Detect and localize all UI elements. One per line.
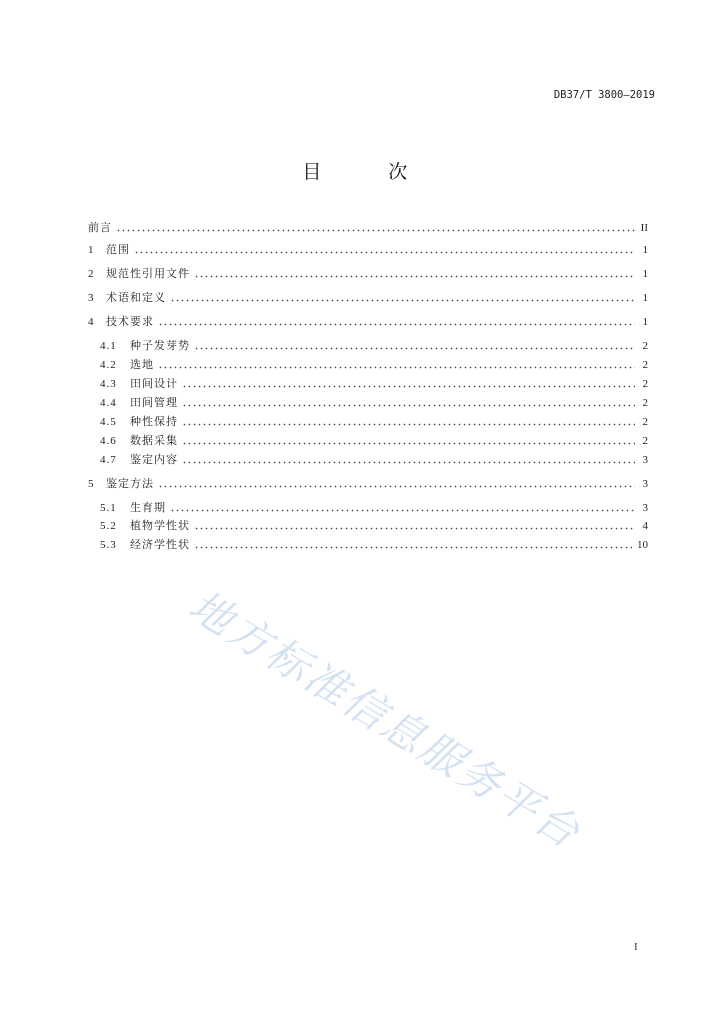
toc-dot-leader	[194, 546, 632, 549]
toc-entry-page: 1	[642, 244, 648, 256]
toc-entry-number: 4.2	[100, 359, 117, 371]
toc-subentry	[100, 453, 648, 467]
toc-subentry	[100, 415, 648, 429]
toc-entry-title: 技术要求	[106, 315, 154, 328]
toc-entry-page: 10	[637, 539, 648, 551]
toc-entry-page: 2	[642, 397, 648, 409]
toc-entry-page: 2	[642, 340, 648, 352]
toc-entry	[88, 291, 648, 305]
toc-entry-page: 1	[642, 292, 648, 304]
toc-dot-leader	[170, 299, 635, 302]
standard-code: DB37/T 3800—2019	[553, 89, 655, 101]
toc-entry-number: 4.4	[100, 397, 117, 409]
toc-entry-title: 术语和定义	[106, 291, 166, 304]
toc-entry-title: 田间管理	[130, 396, 178, 409]
toc-subentry	[100, 538, 648, 552]
toc-entry-number: 3	[88, 292, 95, 304]
toc-entry-title: 种性保持	[130, 415, 178, 428]
toc-dot-leader	[194, 527, 635, 530]
toc-entry-title: 规范性引用文件	[106, 267, 190, 280]
toc-entry-number: 5	[88, 478, 95, 490]
toc-subentry	[100, 501, 648, 515]
toc-dot-leader	[134, 251, 635, 254]
toc-entry-title: 鉴定内容	[130, 453, 178, 466]
toc-entry-page: 4	[642, 520, 648, 532]
toc-entry	[88, 267, 648, 281]
toc-subentry	[100, 434, 648, 448]
toc-entry-number: 5.1	[100, 502, 117, 514]
toc-dot-leader	[158, 485, 635, 488]
toc-dot-leader	[182, 442, 635, 445]
toc-entry-page: 1	[642, 316, 648, 328]
toc-entry-number: 4.7	[100, 454, 117, 466]
toc-subentry	[100, 519, 648, 533]
toc-dot-leader	[158, 323, 635, 326]
toc-entry-page: 1	[642, 268, 648, 280]
toc-entry-page: 3	[642, 502, 648, 514]
toc-entry	[88, 243, 648, 257]
toc-entry-page: 2	[642, 435, 648, 447]
toc-dot-leader	[182, 423, 635, 426]
toc-entry-title: 种子发芽势	[130, 339, 190, 352]
toc-entry-page: II	[640, 222, 648, 234]
toc-entry-page: 3	[642, 478, 648, 490]
toc-entry-number: 2	[88, 268, 95, 280]
toc-entry-number: 5.3	[100, 539, 117, 551]
toc-subentry	[100, 377, 648, 391]
footer-page-number: I	[634, 941, 638, 953]
toc-entry-page: 2	[642, 378, 648, 390]
toc-entry-page: 2	[642, 416, 648, 428]
toc-dot-leader	[182, 404, 635, 407]
toc-dot-leader	[116, 229, 635, 232]
toc-entry-title: 生育期	[130, 501, 166, 514]
toc-entry	[88, 477, 648, 491]
toc-entry-number: 4.5	[100, 416, 117, 428]
toc-entry-number: 4.6	[100, 435, 117, 447]
toc-dot-leader	[182, 461, 635, 464]
toc-entry-title: 选地	[130, 358, 154, 371]
toc-dot-leader	[182, 385, 635, 388]
toc-entry-title: 前言	[88, 221, 112, 234]
toc-entry-page: 2	[642, 359, 648, 371]
toc-dot-leader	[158, 366, 635, 369]
table-of-contents	[88, 0, 648, 1024]
toc-entry-foreword	[88, 221, 648, 235]
toc-entry-number: 5.2	[100, 520, 117, 532]
watermark: 地方标准信息服务平台	[180, 580, 590, 859]
toc-subentry	[100, 339, 648, 353]
toc-entry-number: 4.3	[100, 378, 117, 390]
toc-subentry	[100, 358, 648, 372]
toc-entry-title: 经济学性状	[130, 538, 190, 551]
toc-subentry	[100, 396, 648, 410]
toc-dot-leader	[170, 509, 635, 512]
toc-entry	[88, 315, 648, 329]
toc-dot-leader	[194, 347, 635, 350]
page-title: 目 次	[302, 161, 438, 183]
toc-entry-title: 植物学性状	[130, 519, 190, 532]
toc-entry-number: 1	[88, 244, 95, 256]
toc-entry-number: 4.1	[100, 340, 117, 352]
toc-dot-leader	[194, 275, 635, 278]
toc-entry-title: 范围	[106, 243, 130, 256]
toc-entry-page: 3	[642, 454, 648, 466]
toc-entry-title: 田间设计	[130, 377, 178, 390]
toc-entry-title: 鉴定方法	[106, 477, 154, 490]
toc-entry-number: 4	[88, 316, 95, 328]
toc-entry-title: 数据采集	[130, 434, 178, 447]
